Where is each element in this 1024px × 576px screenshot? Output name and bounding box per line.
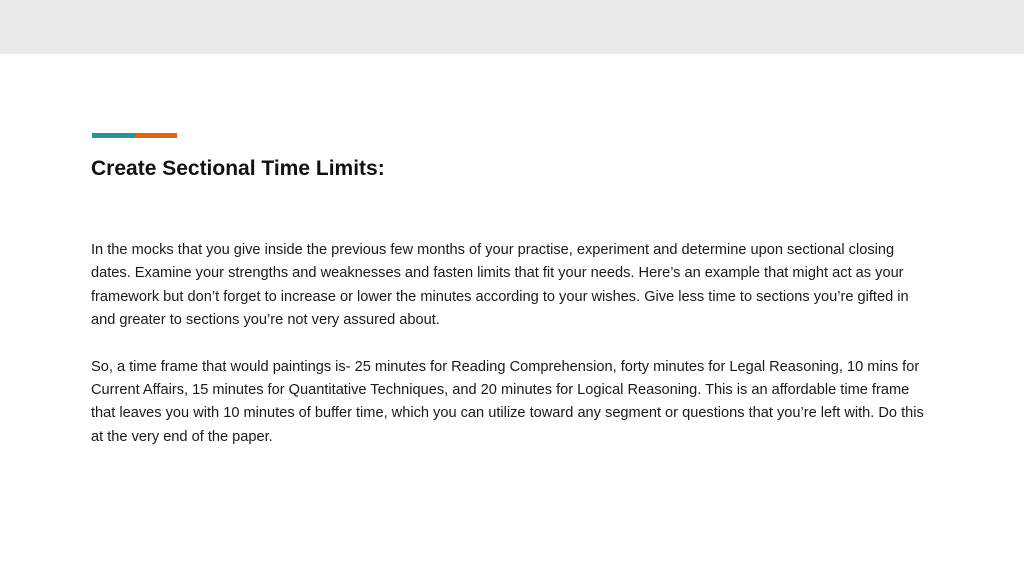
body-paragraph-2: So, a time frame that would paintings is- 25 minutes for Reading Comprehension, forty minutes for Legal Reasoning, 10 mins for Current Affairs, 15 minutes for Quantitative Techniques, and 20 minutes for Logical Reasoning. This is an affordable time frame that leaves you with 10 minutes of buffer time, which you can utilize toward any segment or questions that you’re left with. Do this at the very end of the paper. — [91, 358, 924, 445]
top-band — [0, 0, 1024, 54]
slide-body — [91, 239, 936, 472]
accent-bar-orange-segment — [135, 133, 177, 138]
title-accent-bar — [92, 133, 177, 138]
accent-bar-teal-segment — [92, 133, 135, 138]
body-paragraph-1: In the mocks that you give inside the previous few months of your practise, experiment and determine upon sectional closing dates. Examine your strengths and weaknesses and fasten limits that fit your needs. Here’s an example that might act as your framework but don’t forget to increase or lower the minutes according to your wishes. Give less time to sections you’re gifted in and greater to sections you’re not very assured about. — [91, 242, 909, 329]
slide-title: Create Sectional Time Limits: — [91, 157, 385, 180]
